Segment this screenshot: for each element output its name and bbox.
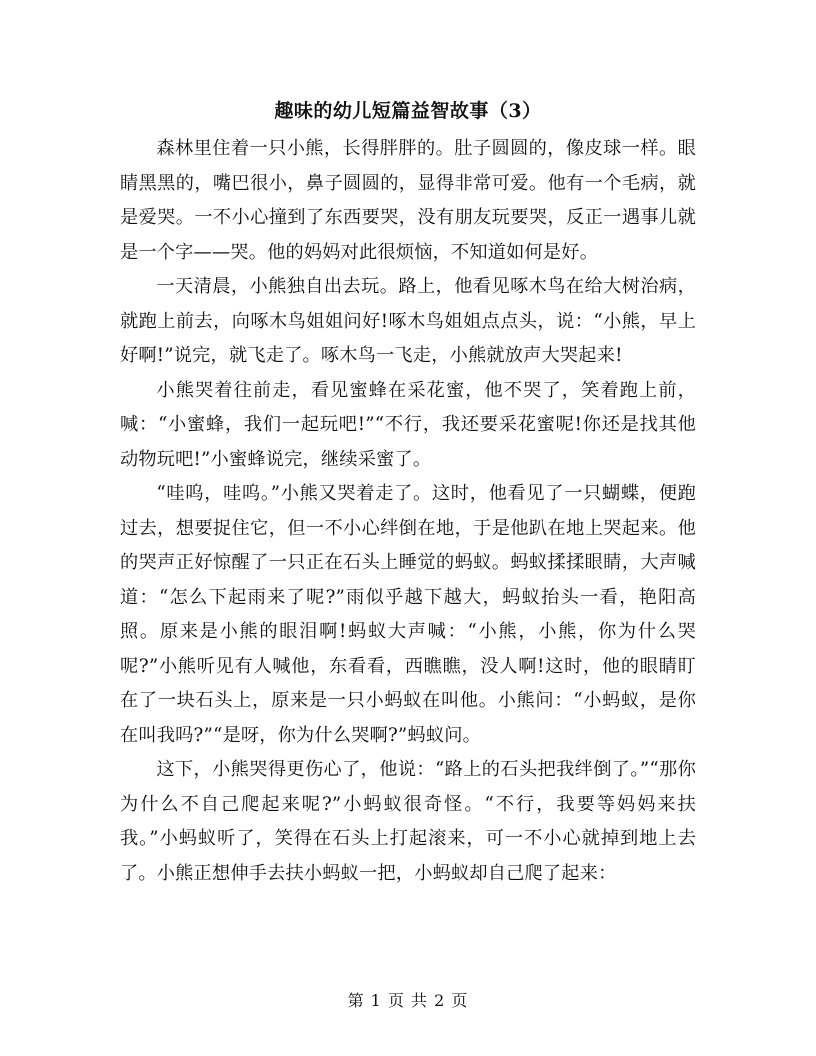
page-number-footer: 第 1 页 共 2 页 [347,991,469,1010]
document-title: 趣味的幼儿短篇益智故事（3） [274,100,542,122]
paragraph-3: 小熊哭着往前走，看见蜜蜂在采花蜜，他不哭了，笑着跑上前，喊：“小蜜蜂，我们一起玩吧!”“不行，我还要采花蜜呢!你还是找其他动物玩吧!”小蜜蜂说完，继续采蜜了。 [120,379,696,470]
paragraph-1: 森林里住着一只小熊，长得胖胖的。肚子圆圆的，像皮球一样。眼睛黑黑的，嘴巴很小，鼻子圆圆的，显得非常可爱。他有一个毛病，就是爱哭。一不小心撞到了东西要哭，没有朋友玩要哭，反正一遇事儿就是一个字——哭。他的妈妈对此很烦恼，不知道如何是好。 [120,138,696,263]
paragraph-2: 一天清晨，小熊独自出去玩。路上，他看见啄木鸟在给大树治病，就跑上前去，向啄木鸟姐姐问好!啄木鸟姐姐点点头，说：“小熊，早上好啊!”说完，就飞走了。啄木鸟一飞走，小熊就放声大哭起来! [120,276,696,366]
paragraph-4: “哇呜，哇呜。”小熊又哭着走了。这时，他看见了一只蝴蝶，便跑过去，想要捉住它，但一不小心绊倒在地，于是他趴在地上哭起来。他的哭声正好惊醒了一只正在石头上睡觉的蚂蚁。蚂蚁揉揉眼睛，大声喊道：“怎么下起雨来了呢?”雨似乎越下越大，蚂蚁抬头一看，艳阳高照。原来是小熊的眼泪啊!蚂蚁大声喊：“小熊，小熊，你为什么哭呢?”小熊听见有人喊他，东看看，西瞧瞧，没人啊!这时，他的眼睛盯在了一块石头上，原来是一只小蚂蚁在叫他。小熊问：“小蚂蚁，是你在叫我吗?”“是呀，你为什么哭啊?”蚂蚁问。 [120,483,696,746]
story-body [120,132,696,891]
paragraph-5: 这下，小熊哭得更伤心了，他说：“路上的石头把我绊倒了。”“那你为什么不自己爬起来呢?”小蚂蚁很奇怪。“不行，我要等妈妈来扶我。”小蚂蚁听了，笑得在石头上打起滚来，可一不小心就掉到地上去了。小熊正想伸手去扶小蚂蚁一把，小蚂蚁却自己爬了起来： [120,759,696,884]
